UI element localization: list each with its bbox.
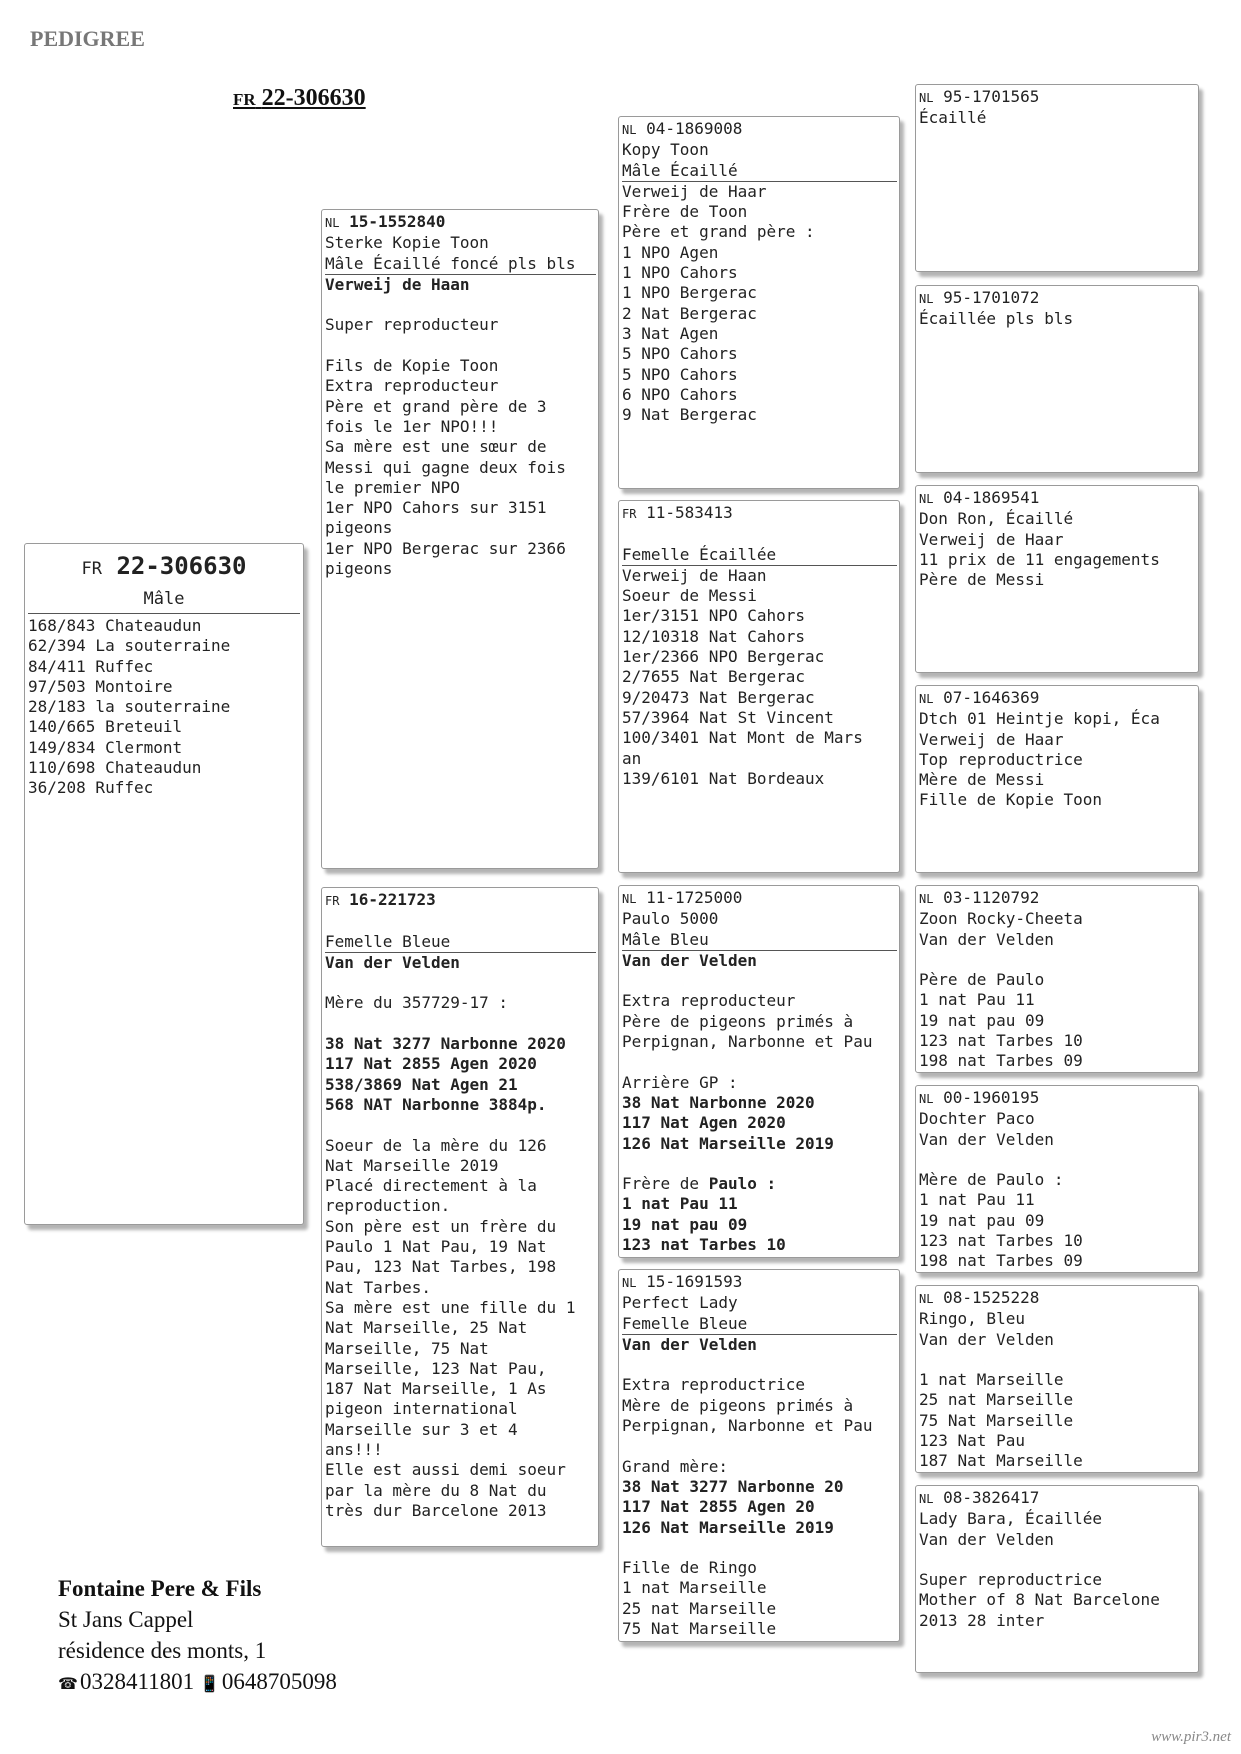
gp-dd-country: NL	[622, 1276, 637, 1290]
note-line: Perpignan, Narbonne et Pau	[622, 1032, 873, 1052]
ggp-line: Fille de Kopie Toon	[919, 790, 1103, 810]
gp-dd-name: Perfect Lady	[622, 1293, 738, 1313]
gp-dd-ring	[622, 1272, 896, 1293]
note-line	[622, 1355, 896, 1375]
note-line: 168/843 Chateaudun	[28, 616, 202, 635]
note-line: 38 Nat 3277 Narbonne 20	[622, 1476, 844, 1496]
gp-ss-notes	[622, 182, 896, 426]
ggp-line: 1 nat Pau 11	[919, 1190, 1035, 1210]
ggp-ring-number: 03-1120792	[943, 888, 1040, 907]
ggp-line: 2013 28 inter	[919, 1610, 1045, 1630]
ggp-line: Ringo, Bleu	[919, 1309, 1025, 1329]
gp-ds-ring-number: 11-1725000	[646, 888, 743, 907]
note-line: 1 nat Pau 11	[622, 1194, 738, 1214]
gp-ds-sex: Mâle Bleu	[622, 930, 897, 951]
ggp-country: NL	[919, 1492, 934, 1506]
ggp-line: 198 nat Tarbes 09	[919, 1051, 1083, 1071]
gp-ds-bold-notes-2	[622, 1194, 896, 1255]
dam-ring-number: 16-221723	[349, 890, 436, 909]
ggp-ring-number: 95-1701072	[943, 288, 1040, 307]
ggp-line: 75 Nat Marseille	[919, 1410, 1074, 1430]
gp-ds-country: NL	[622, 892, 637, 906]
note-line: 1 NPO Bergerac	[622, 283, 757, 303]
ggp-line: Père de Messi	[919, 570, 1045, 590]
note-line: Arrière GP :	[622, 1072, 738, 1092]
gp-sd-sex: Femelle Écaillée	[622, 545, 897, 566]
note-line	[325, 973, 595, 993]
note-line: 117 Nat 2855 Agen 2020	[325, 1054, 537, 1074]
ggp-ring-number: 00-1960195	[943, 1088, 1040, 1107]
ggp-country: NL	[919, 692, 934, 706]
note-line: par la mère du 8 Nat du	[325, 1480, 547, 1500]
note-line: 117 Nat Agen 2020	[622, 1113, 786, 1133]
sire-name: Sterke Kopie Toon	[325, 233, 489, 253]
ggp-ring	[919, 1088, 1195, 1109]
note-line: 19 nat pau 09	[622, 1214, 748, 1234]
note-line: Verweij de Haar	[622, 181, 767, 201]
ggp-ring	[919, 488, 1195, 509]
owner-name: Fontaine Pere & Fils	[58, 1576, 262, 1601]
ggp-line: Père de Paulo	[919, 970, 1045, 990]
note-line: Grand mère:	[622, 1456, 728, 1476]
note-line: 97/503 Montoire	[28, 676, 173, 696]
note-line: Fils de Kopie Toon	[325, 356, 499, 376]
ggp-country: NL	[919, 1092, 934, 1106]
ggp-line: Don Ron, Écaillé	[919, 509, 1074, 529]
ggp-line: Mère de Paulo :	[919, 1170, 1064, 1190]
note-line: 187 Nat Marseille, 1 As	[325, 1379, 547, 1399]
ggp-card-4	[915, 685, 1199, 873]
gp-ds-notes	[622, 971, 896, 1093]
ggp-line: Top reproductrice	[919, 749, 1083, 769]
gp-dd-breeder: Van der Velden	[622, 1334, 757, 1354]
note-line: Extra reproductrice	[622, 1375, 806, 1395]
note-line: Marseille, 75 Nat	[325, 1338, 489, 1358]
note-line: 9 Nat Bergerac	[622, 405, 757, 425]
dam-sex: Femelle Bleue	[325, 932, 596, 953]
ggp-line: 25 nat Marseille	[919, 1390, 1074, 1410]
note-line: Nat Marseille 2019	[325, 1155, 499, 1175]
ggp-line: 1 nat Pau 11	[919, 990, 1035, 1010]
ggp-line: 198 nat Tarbes 09	[919, 1251, 1083, 1271]
ggp-ring	[919, 1488, 1195, 1509]
note-line: Marseille, 123 Nat Pau,	[325, 1358, 547, 1378]
note-line: 5 NPO Cahors	[622, 364, 738, 384]
ggp-line: 19 nat pau 09	[919, 1010, 1045, 1030]
ggp-line: Écaillée pls bls	[919, 309, 1074, 329]
ggp-card-3	[915, 485, 1199, 673]
note-line: 6 NPO Cahors	[622, 384, 738, 404]
mobile-icon: 📱	[199, 1676, 220, 1693]
subject-country: FR	[81, 559, 102, 579]
note-line: 84/411 Ruffec	[28, 656, 154, 676]
note-line: 1er/2366 NPO Bergerac	[622, 647, 825, 667]
gp-sd-country: FR	[622, 507, 637, 521]
gp-ss-name: Kopy Toon	[622, 140, 709, 160]
main-ring-number: 22-306630	[261, 85, 366, 111]
ggp-line: Dtch 01 Heintje kopi, Éca	[919, 709, 1160, 729]
gp-ds-card	[618, 885, 900, 1258]
note-line: 126 Nat Marseille 2019	[622, 1517, 834, 1537]
ggp-ring-number: 08-3826417	[943, 1488, 1040, 1507]
gp-dd-notes	[622, 1355, 896, 1477]
gp-dd-sex: Femelle Bleue	[622, 1314, 897, 1335]
note-line: le premier NPO	[325, 477, 460, 497]
dam-ring	[325, 890, 595, 911]
ggp-line: Super reproductrice	[919, 1570, 1103, 1590]
note-line: 62/394 La souterraine	[28, 636, 231, 656]
gp-ds-brother-label: Frère de	[622, 1174, 709, 1194]
subject-results	[28, 616, 300, 799]
note-line: 568 NAT Narbonne 3884p.	[325, 1094, 547, 1114]
note-line: 12/10318 Nat Cahors	[622, 626, 806, 646]
note-line: Placé directement à la	[325, 1176, 537, 1196]
dam-country: FR	[325, 894, 340, 908]
owner-phone-1[interactable]: 0328411801	[80, 1669, 195, 1694]
ggp-line: Dochter Paco	[919, 1109, 1035, 1129]
note-line: très dur Barcelone 2013	[325, 1500, 547, 1520]
ggp-country: NL	[919, 91, 934, 105]
ggp-line: 123 Nat Pau	[919, 1431, 1025, 1451]
ggp-line	[919, 950, 1195, 970]
note-line: 123 nat Tarbes 10	[622, 1235, 786, 1255]
gp-ds-brother	[622, 1174, 896, 1194]
ggp-country: NL	[919, 492, 934, 506]
note-line: 538/3869 Nat Agen 21	[325, 1074, 518, 1094]
note-line: 3 Nat Agen	[622, 323, 719, 343]
dam-notes	[325, 973, 595, 1034]
note-line	[325, 1115, 595, 1135]
note-line	[622, 1538, 896, 1558]
note-line: Nat Marseille, 25 Nat	[325, 1318, 528, 1338]
sire-country: NL	[325, 216, 340, 230]
dam-bold-notes	[325, 1034, 595, 1115]
note-line: 38 Nat Narbonne 2020	[622, 1092, 815, 1112]
dam-breeder: Van der Velden	[325, 952, 460, 972]
note-line: 139/6101 Nat Bordeaux	[622, 768, 825, 788]
sire-card	[321, 209, 599, 869]
ggp-line: Lady Bara, Écaillée	[919, 1509, 1103, 1529]
note-line: 25 nat Marseille	[622, 1598, 777, 1618]
note-line: 36/208 Ruffec	[28, 778, 154, 798]
note-line: Paulo 1 Nat Pau, 19 Nat	[325, 1237, 547, 1257]
note-line: Sa mère est une sœur de	[325, 437, 547, 457]
note-line: Frère de Toon	[622, 202, 748, 222]
note-line: 57/3964 Nat St Vincent	[622, 707, 834, 727]
ggp-country: NL	[919, 1292, 934, 1306]
main-ring-country: FR	[233, 90, 256, 109]
subject-sex: Mâle	[28, 585, 300, 614]
note-line: fois le 1er NPO!!!	[325, 416, 499, 436]
note-line: 2 Nat Bergerac	[622, 303, 757, 323]
note-line: Son père est un frère du	[325, 1216, 557, 1236]
ggp-ring	[919, 888, 1195, 909]
note-line: Mère de pigeons primés à	[622, 1395, 854, 1415]
note-line: pigeons	[325, 518, 393, 538]
note-line: Messi qui gagne deux fois	[325, 457, 566, 477]
ggp-line	[919, 1150, 1195, 1170]
subject-ring	[28, 550, 300, 585]
gp-dd-card	[618, 1269, 900, 1642]
ggp-line	[919, 1350, 1195, 1370]
ggp-line: 187 Nat Marseille	[919, 1451, 1083, 1471]
ggp-line: Zoon Rocky-Cheeta	[919, 909, 1083, 929]
owner-address: résidence des monts, 1	[58, 1638, 267, 1663]
note-line: 1 NPO Cahors	[622, 263, 738, 283]
note-line: reproduction.	[325, 1196, 451, 1216]
note-line: 5 NPO Cahors	[622, 344, 738, 364]
ggp-line	[919, 1550, 1195, 1570]
note-line: Soeur de la mère du 126	[325, 1135, 547, 1155]
ggp-card-7	[915, 1285, 1199, 1473]
gp-sd-ring-number: 11-583413	[646, 503, 733, 522]
sire-notes	[325, 295, 595, 579]
owner-phones	[58, 1666, 337, 1700]
dam-name	[325, 911, 595, 931]
ggp-line: Van der Velden	[919, 1129, 1054, 1149]
ggp-line: Mère de Messi	[919, 770, 1045, 790]
ggp-ring	[919, 288, 1195, 309]
note-line: an	[622, 748, 642, 768]
note-line: 117 Nat 2855 Agen 20	[622, 1497, 815, 1517]
gp-sd-card	[618, 500, 900, 873]
page-title: PEDIGREE	[30, 26, 145, 51]
note-line: Nat Tarbes.	[325, 1277, 431, 1297]
dam-card	[321, 887, 599, 1547]
note-line: 2/7655 Nat Bergerac	[622, 667, 806, 687]
note-line: 1 NPO Agen	[622, 242, 719, 262]
phone-icon: ☎	[58, 1676, 78, 1693]
note-line: Père de pigeons primés à	[622, 1011, 854, 1031]
owner-phone-2[interactable]: 0648705098	[221, 1669, 337, 1694]
note-line: Super reproducteur	[325, 315, 499, 335]
note-line: Pau, 123 Nat Tarbes, 198	[325, 1257, 557, 1277]
ggp-country: NL	[919, 892, 934, 906]
footer-site[interactable]: www.pir3.net	[1151, 1729, 1231, 1745]
ggp-ring	[919, 1288, 1195, 1309]
sire-breeder: Verweij de Haan	[325, 274, 470, 294]
note-line: Sa mère est une fille du 1	[325, 1297, 576, 1317]
ggp-line: Verweij de Haar	[919, 729, 1064, 749]
note-line	[325, 295, 595, 315]
ggp-line: Van der Velden	[919, 1529, 1054, 1549]
note-line	[622, 1436, 896, 1456]
note-line: 1er NPO Bergerac sur 2366	[325, 538, 566, 558]
subject-ring-number: 22-306630	[116, 552, 247, 580]
note-line: Père et grand père :	[622, 222, 815, 242]
ggp-ring-number: 95-1701565	[943, 87, 1040, 106]
note-line: Perpignan, Narbonne et Pau	[622, 1416, 873, 1436]
owner-block	[58, 1573, 337, 1700]
note-line	[622, 971, 896, 991]
sire-sex: Mâle Écaillé foncé pls bls	[325, 254, 596, 275]
ggp-line: 123 nat Tarbes 10	[919, 1231, 1083, 1251]
ggp-line: 123 nat Tarbes 10	[919, 1031, 1083, 1051]
gp-sd-name	[622, 524, 896, 544]
ggp-line: Van der Velden	[919, 1329, 1054, 1349]
note-line: Père et grand père de 3	[325, 396, 547, 416]
note-line: Extra reproducteur	[622, 991, 796, 1011]
note-line: 110/698 Chateaudun	[28, 758, 202, 778]
ggp-card-5	[915, 885, 1199, 1073]
note-line: 140/665 Breteuil	[28, 717, 183, 737]
note-line: 126 Nat Marseille 2019	[622, 1133, 834, 1153]
gp-ss-ring	[622, 119, 896, 140]
gp-ss-sex: Mâle Écaillé	[622, 161, 897, 182]
gp-dd-bold-notes	[622, 1477, 896, 1538]
ggp-ring-number: 08-1525228	[943, 1288, 1040, 1307]
ggp-card-1	[915, 84, 1199, 272]
note-line: pigeons	[325, 559, 393, 579]
note-line: Soeur de Messi	[622, 586, 757, 606]
ggp-card-2	[915, 285, 1199, 473]
note-line: Marseille sur 3 et 4	[325, 1419, 518, 1439]
gp-sd-ring	[622, 503, 896, 524]
note-line: Mère du 357729-17 :	[325, 993, 509, 1013]
gp-dd-notes-2	[622, 1538, 896, 1639]
note-line: pigeon international	[325, 1399, 518, 1419]
ggp-line: Mother of 8 Nat Barcelone	[919, 1590, 1160, 1610]
owner-city: St Jans Cappel	[58, 1607, 194, 1632]
note-line: Verweij de Haan	[622, 565, 767, 585]
ggp-country: NL	[919, 292, 934, 306]
note-line: 28/183 la souterraine	[28, 697, 231, 717]
main-ring-heading	[233, 85, 366, 112]
gp-ds-spacer	[622, 1154, 896, 1174]
gp-ss-card	[618, 116, 900, 489]
note-line: ans!!!	[325, 1440, 383, 1460]
ggp-line: 11 prix de 11 engagements	[919, 549, 1160, 569]
sire-ring-number: 15-1552840	[349, 212, 446, 231]
gp-ds-brother-name: Paulo :	[708, 1174, 777, 1194]
note-line: 149/834 Clermont	[28, 737, 183, 757]
note-line: 9/20473 Nat Bergerac	[622, 687, 815, 707]
gp-ss-country: NL	[622, 123, 637, 137]
note-line: 100/3401 Nat Mont de Mars	[622, 728, 863, 748]
ggp-card-6	[915, 1085, 1199, 1273]
ggp-line: Van der Velden	[919, 929, 1054, 949]
note-line: 75 Nat Marseille	[622, 1619, 777, 1639]
ggp-card-8	[915, 1485, 1199, 1673]
subject-card	[24, 543, 304, 1225]
sire-ring	[325, 212, 595, 233]
gp-ds-ring	[622, 888, 896, 909]
ggp-line: 19 nat pau 09	[919, 1210, 1045, 1230]
ggp-ring	[919, 87, 1195, 108]
ggp-line: 1 nat Marseille	[919, 1370, 1064, 1390]
gp-ds-breeder: Van der Velden	[622, 950, 757, 970]
gp-ds-bold-notes	[622, 1093, 896, 1154]
ggp-ring-number: 07-1646369	[943, 688, 1040, 707]
ggp-ring-number: 04-1869541	[943, 488, 1040, 507]
gp-ss-ring-number: 04-1869008	[646, 119, 743, 138]
gp-dd-ring-number: 15-1691593	[646, 1272, 743, 1291]
note-line	[325, 1014, 595, 1034]
note-line	[325, 336, 595, 356]
note-line: 1er NPO Cahors sur 3151	[325, 498, 547, 518]
ggp-line: Verweij de Haar	[919, 529, 1064, 549]
note-line: Fille de Ringo	[622, 1558, 757, 1578]
note-line: 1 nat Marseille	[622, 1578, 767, 1598]
note-line: 38 Nat 3277 Narbonne 2020	[325, 1034, 566, 1054]
ggp-line: Écaillé	[919, 108, 987, 128]
note-line: Extra reproducteur	[325, 376, 499, 396]
note-line: 1er/3151 NPO Cahors	[622, 606, 806, 626]
ggp-ring	[919, 688, 1195, 709]
note-line: Elle est aussi demi soeur	[325, 1460, 566, 1480]
gp-ds-name: Paulo 5000	[622, 909, 719, 929]
note-line	[622, 1052, 896, 1072]
dam-notes-2	[325, 1115, 595, 1521]
gp-sd-notes	[622, 566, 896, 789]
